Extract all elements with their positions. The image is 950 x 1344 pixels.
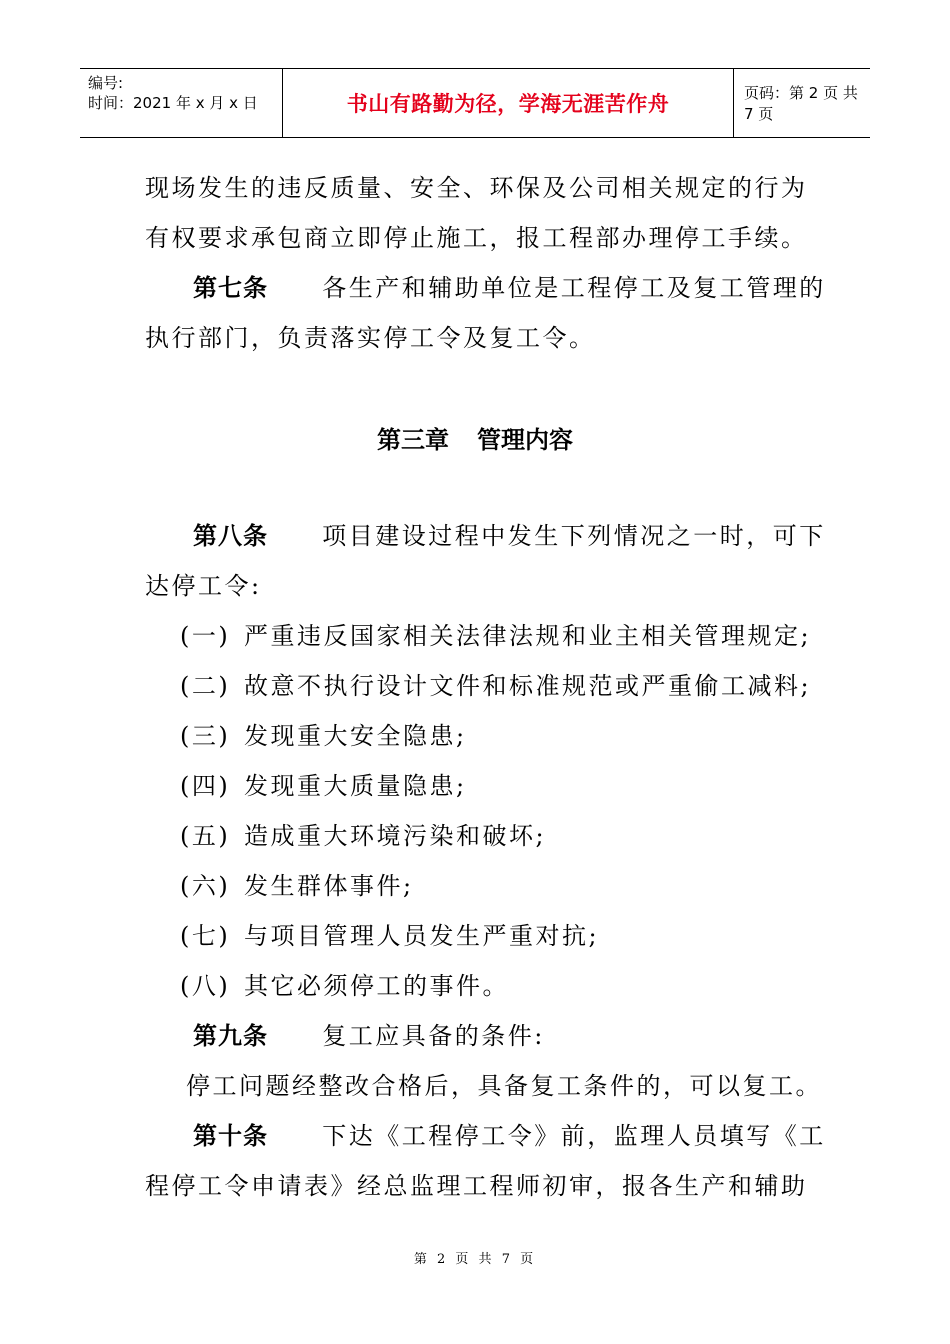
motto-text: 书山有路勤为径，学海无涯苦作舟	[346, 92, 670, 116]
article-9	[193, 1016, 545, 1051]
article-8-continuation: 达停工令:	[145, 572, 262, 600]
article-8-text: 项目建设过程中发生下列情况之一时，可下	[322, 522, 826, 550]
body-line-1: 现场发生的违反质量、安全、环保及公司相关规定的行为	[145, 174, 808, 202]
list-item-number: (五)	[180, 822, 231, 850]
list-item	[180, 866, 414, 901]
chapter-heading	[0, 420, 950, 455]
list-item-text: 严重违反国家相关法律法规和业主相关管理规定;	[244, 622, 812, 650]
list-item-text: 发现重大安全隐患;	[244, 722, 467, 750]
article-7	[193, 268, 826, 303]
article-7-title: 第七条	[193, 274, 268, 302]
chapter-title: 管理内容	[477, 426, 573, 454]
header-page-cell	[734, 69, 870, 137]
list-item-number: (四)	[180, 772, 231, 800]
article-9-continuation: 停工问题经整改合格后，具备复工条件的，可以复工。	[186, 1072, 822, 1100]
list-item-number: (六)	[180, 872, 231, 900]
article-7-text: 各生产和辅助单位是工程停工及复工管理的	[322, 274, 826, 302]
list-item	[180, 916, 599, 951]
code-label: 编号:	[88, 74, 124, 92]
chapter-number: 第三章	[377, 426, 449, 454]
body-line-2: 有权要求承包商立即停止施工，报工程部办理停工手续。	[145, 224, 808, 252]
list-item-text: 发生群体事件;	[244, 872, 414, 900]
article-10-text: 下达《工程停工令》前，监理人员填写《工	[322, 1122, 826, 1150]
list-item-number: (七)	[180, 922, 231, 950]
list-item-number: (八)	[180, 972, 231, 1000]
list-item	[180, 666, 811, 701]
list-item	[180, 716, 467, 751]
article-9-text: 复工应具备的条件:	[322, 1022, 545, 1050]
list-item-number: (一)	[180, 622, 231, 650]
page-header	[80, 68, 870, 138]
article-10-continuation: 程停工令申请表》经总监理工程师初审，报各生产和辅助	[145, 1172, 808, 1200]
list-item-number: (二)	[180, 672, 231, 700]
time-label: 时间：2021 年 x 月 x 日	[88, 94, 258, 112]
list-item-text: 故意不执行设计文件和标准规范或严重偷工减料;	[244, 672, 812, 700]
list-item	[180, 966, 509, 1001]
list-item	[180, 766, 467, 801]
header-motto-cell	[282, 69, 734, 137]
article-7-continuation: 执行部门，负责落实停工令及复工令。	[145, 324, 596, 352]
list-item-text: 造成重大环境污染和破坏;	[244, 822, 547, 850]
article-10	[193, 1116, 826, 1151]
article-10-title: 第十条	[193, 1122, 268, 1150]
article-8-title: 第八条	[193, 522, 268, 550]
page-footer	[0, 1248, 950, 1267]
page-number-label: 页码：第 2 页 共 7 页	[744, 84, 858, 123]
article-8	[193, 516, 826, 551]
list-item	[180, 816, 546, 851]
list-item-text: 与项目管理人员发生严重对抗;	[244, 922, 600, 950]
article-9-title: 第九条	[193, 1022, 268, 1050]
footer-page-number: 第 2 页 共 7 页	[413, 1252, 537, 1267]
list-item-text: 发现重大质量隐患;	[244, 772, 467, 800]
list-item-number: (三)	[180, 722, 231, 750]
list-item-text: 其它必须停工的事件。	[244, 972, 509, 1000]
list-item	[180, 616, 811, 651]
header-info-cell	[80, 69, 282, 137]
